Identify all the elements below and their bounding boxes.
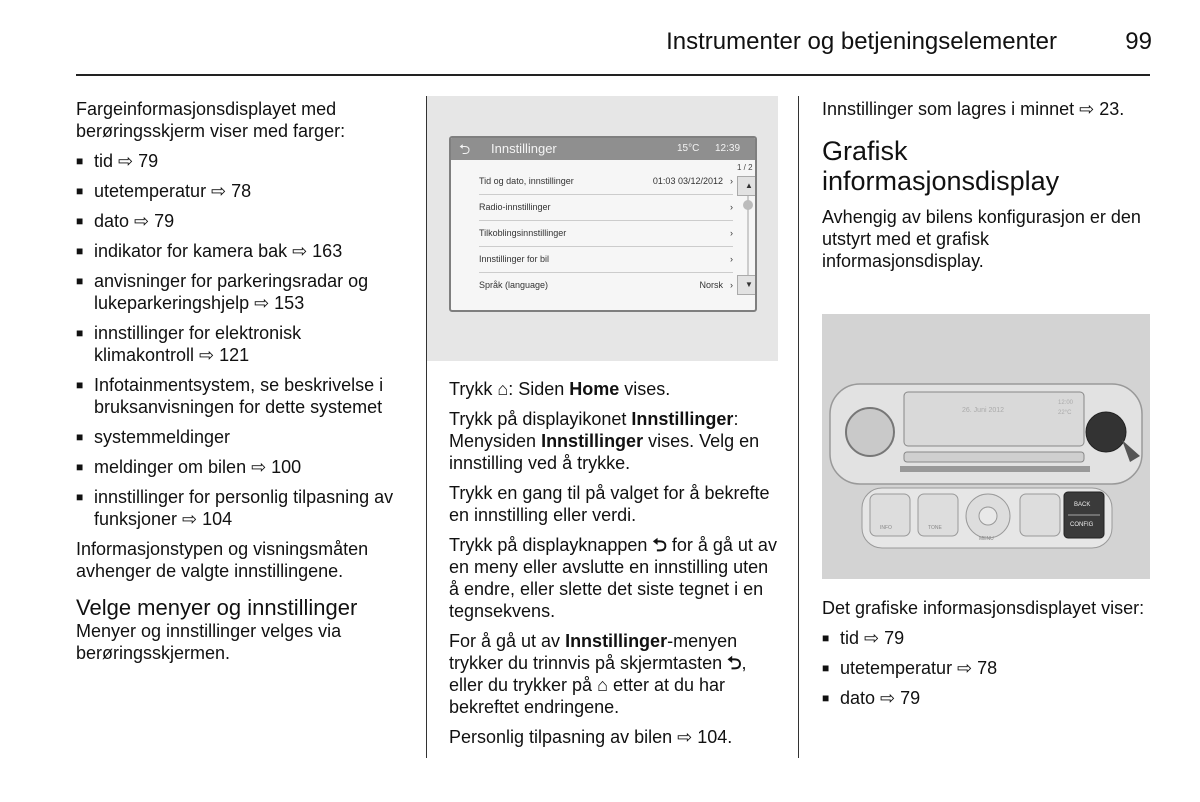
display-temp: 22°C xyxy=(1058,410,1072,416)
paragraph: Trykk på displayikonet Innstillinger: Menysiden Innstillinger vises. Velg en innstilling ved å trykke. xyxy=(449,409,760,473)
running-header-title: Instrumenter og betjeningselementer xyxy=(666,28,1057,55)
left-knob xyxy=(846,408,894,456)
chevron-right-icon: › xyxy=(730,202,733,212)
list-item: ■ indikator for kamera bak ⇨ 163 xyxy=(76,240,406,262)
list-item: ■ tid ⇨ 79 xyxy=(822,627,1152,649)
paragraph: Trykk på displayknappen ⮌ for å gå ut av en meny eller avslutte en innstilling uten å endre, eller slette det siste tegnet i en tegnsekvens. xyxy=(449,535,777,621)
paragraph: Innstillinger som lagres i minnet ⇨ 23. xyxy=(822,99,1125,119)
section-heading: Grafisk informasjonsdisplay xyxy=(822,136,1060,196)
touchscreen-illustration xyxy=(427,96,778,361)
list-item: ■ meldinger om bilen ⇨ 100 xyxy=(76,456,406,478)
back-icon: ⮌ xyxy=(727,653,742,673)
column-3-lower xyxy=(822,597,1152,717)
screen-page-indicator: 1 / 2 xyxy=(737,163,753,172)
back-icon: ⮌ xyxy=(652,535,667,555)
right-knob xyxy=(1086,412,1126,452)
home-icon: ⌂ xyxy=(597,675,608,695)
intro-paragraph: Fargeinformasjonsdisplayet med berøringsskjerm viser med farger: xyxy=(76,99,346,141)
paragraph: For å gå ut av Innstillinger-menyen trykker du trinnvis på skjermtasten ⮌, eller du trykker på ⌂ etter at du har bekreftet endringene. xyxy=(449,631,747,717)
control-panel-photo xyxy=(822,314,1150,579)
list-item: ■ systemmeldinger xyxy=(76,426,406,448)
page-number: 99 xyxy=(1125,28,1152,55)
header-rule xyxy=(76,74,1150,76)
scroll-up-icon: ▲ xyxy=(737,176,757,196)
home-icon: ⌂ xyxy=(497,379,509,399)
column-1 xyxy=(76,98,406,672)
menu-row: Tilkoblingsinnstillinger › xyxy=(479,220,733,247)
column-3 xyxy=(822,98,1152,280)
config-label: CONFIG xyxy=(1070,522,1094,528)
menu-label: MENU xyxy=(979,536,994,542)
column-2 xyxy=(449,378,779,756)
display-time: 12:00 xyxy=(1058,400,1074,406)
list-item: ■ anvisninger for parkeringsradar og lukeparkeringshjelp ⇨ 153 xyxy=(76,270,406,314)
menu-row: Innstillinger for bil › xyxy=(479,246,733,273)
list-item: ■ utetemperatur ⇨ 78 xyxy=(822,657,1152,679)
list-item: ■ dato ⇨ 79 xyxy=(822,687,1152,709)
menu-row: Tid og dato, innstillinger 01:03 03/12/2012 › xyxy=(479,168,733,195)
menu-row: Språk (language) Norsk › xyxy=(479,272,733,298)
screen-time: 12:39 xyxy=(715,143,741,154)
chevron-right-icon: › xyxy=(730,254,733,264)
outro-paragraph: Informasjonstypen og visningsmåten avhenger de valgte innstillingene. xyxy=(76,539,369,581)
chevron-right-icon: › xyxy=(730,176,733,186)
scroll-thumb xyxy=(743,200,753,210)
screen-title: Innstillinger xyxy=(491,141,557,156)
menu-row: Radio-innstillinger › xyxy=(479,194,733,221)
paragraph: Trykk ⌂: Siden Home vises. xyxy=(449,379,671,399)
tone-label: TONE xyxy=(928,525,942,531)
list-item: ■ innstillinger for elektronisk klimakontroll ⇨ 121 xyxy=(76,322,406,366)
list-item: ■ tid ⇨ 79 xyxy=(76,150,406,172)
section-heading: Velge menyer og innstillinger xyxy=(76,595,358,620)
chevron-right-icon: › xyxy=(730,228,733,238)
list-item: ■ dato ⇨ 79 xyxy=(76,210,406,232)
screen-title-bar xyxy=(451,138,755,160)
list-item: ■ innstillinger for personlig tilpasning av funksjoner ⇨ 104 xyxy=(76,486,406,530)
screen-temperature: 15°C xyxy=(677,143,700,154)
back-label: BACK xyxy=(1074,502,1091,508)
info-label: INFO xyxy=(880,525,892,531)
display-date: 26. Juni 2012 xyxy=(962,407,1005,414)
back-icon: ⮌ xyxy=(459,141,471,157)
list-item: ■ Infotainmentsystem, se beskrivelse i bruksanvisningen for dette systemet xyxy=(76,374,406,418)
paragraph: Personlig tilpasning av bilen ⇨ 104. xyxy=(449,727,733,747)
column-divider-2 xyxy=(798,96,799,758)
section-paragraph: Menyer og innstillinger velges via berøringsskjermen. xyxy=(76,621,342,663)
settings-screen xyxy=(449,136,757,312)
paragraph: Avhengig av bilens konfigurasjon er den utstyrt med et grafisk informasjonsdisplay. xyxy=(822,207,1141,271)
paragraph: Trykk en gang til på valget for å bekrefte en innstilling eller verdi. xyxy=(449,483,770,525)
chevron-right-icon: › xyxy=(730,280,733,290)
scroll-down-icon: ▼ xyxy=(737,275,757,295)
list-item: ■ utetemperatur ⇨ 78 xyxy=(76,180,406,202)
paragraph: Det grafiske informasjonsdisplayet viser: xyxy=(822,598,1145,618)
